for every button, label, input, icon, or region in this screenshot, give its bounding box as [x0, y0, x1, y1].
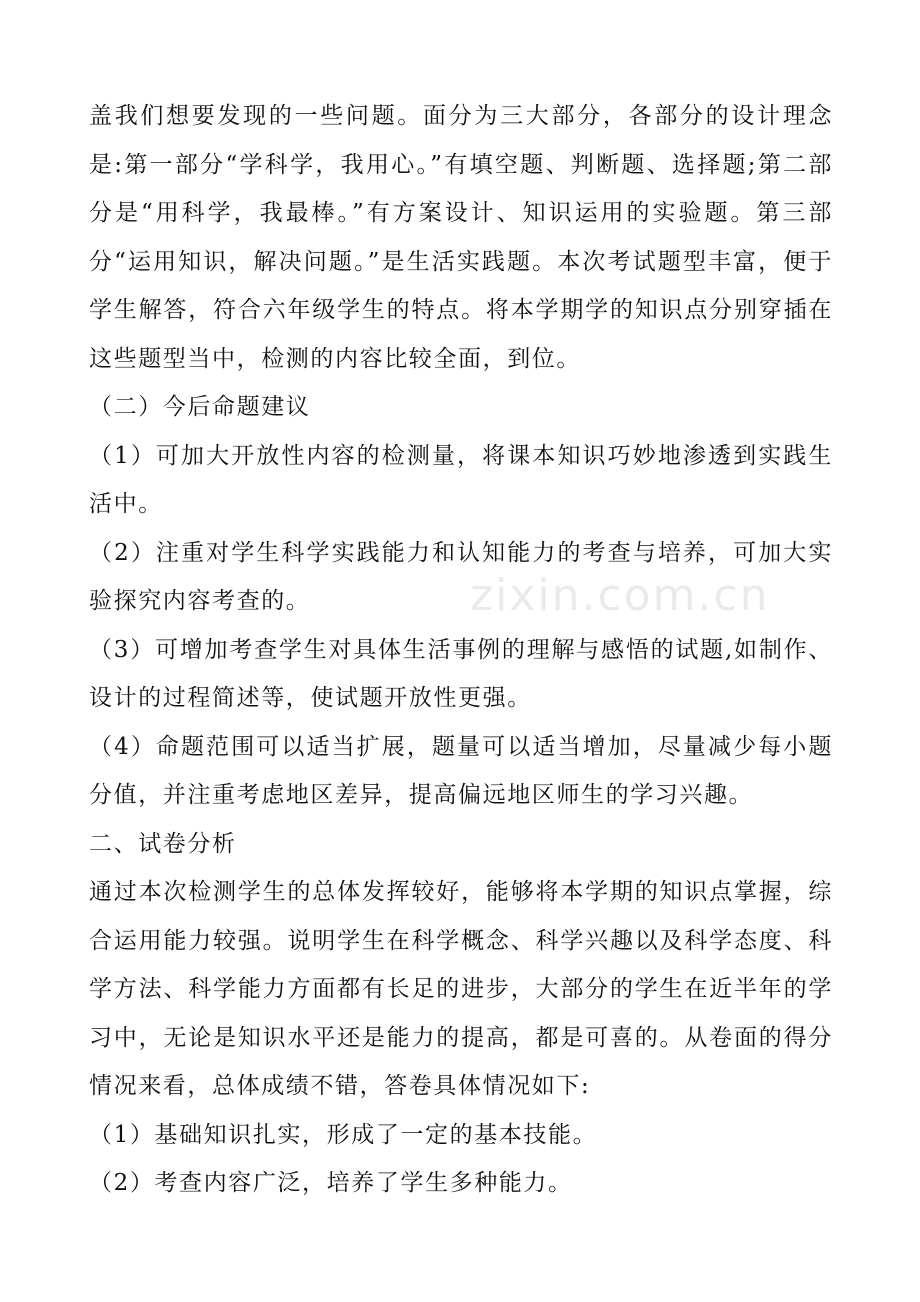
suggestion-item-4: （4）命题范围可以适当扩展，题量可以适当增加，尽量减少每小题分值，并注重考虑地区差异，提高偏远地区师生的学习兴趣。 [89, 733, 833, 808]
suggestion-item-1: （1）可加大开放性内容的检测量，将课本知识巧妙地渗透到实践生活中。 [89, 442, 833, 517]
paragraph-intro-continuation: 盖我们想要发现的一些问题。面分为三大部分，各部分的设计理念是:第一部分“学科学，我用心。”有填空题、判断题、选择题;第二部分是“用科学，我最棒。”有方案设计、知识运用的实验题。第三部分“运用知识，解决问题。”是生活实践题。本次考试题型丰富，便于学生解答，符合六年级学生的特点。将本学期学的知识点分别穿插在这些题型当中，检测的内容比较全面，到位。 [89, 103, 833, 372]
paragraph-analysis-summary: 通过本次检测学生的总体发挥较好，能够将本学期的知识点掌握，综合运用能力较强。说明学生在科学概念、科学兴趣以及科学态度、科学方法、科学能力方面都有长足的进步，大部分的学生在近半年的学习中，无论是知识水平还是能力的提高，都是可喜的。从卷面的得分情况来看，总体成绩不错，答卷具体情况如下: [89, 879, 833, 1099]
section-heading-future-suggestions: （二）今后命题建议 [89, 394, 311, 420]
suggestion-item-2: （2）注重对学生科学实践能力和认知能力的考查与培养，可加大实验探究内容考查的。 [89, 539, 833, 614]
analysis-item-1: （1）基础知识扎实，形成了一定的基本技能。 [89, 1121, 598, 1148]
analysis-item-2: （2）考查内容广泛，培养了学生多种能力。 [89, 1170, 573, 1196]
document-body [89, 92, 833, 1208]
suggestion-item-3: （3）可增加考查学生对具体生活事例的理解与感悟的试题,如制作、设计的过程简述等，使试题开放性更强。 [89, 636, 833, 711]
section-heading-paper-analysis: 二、试卷分析 [89, 830, 237, 857]
watermark: zixin.com.cn [470, 570, 770, 621]
